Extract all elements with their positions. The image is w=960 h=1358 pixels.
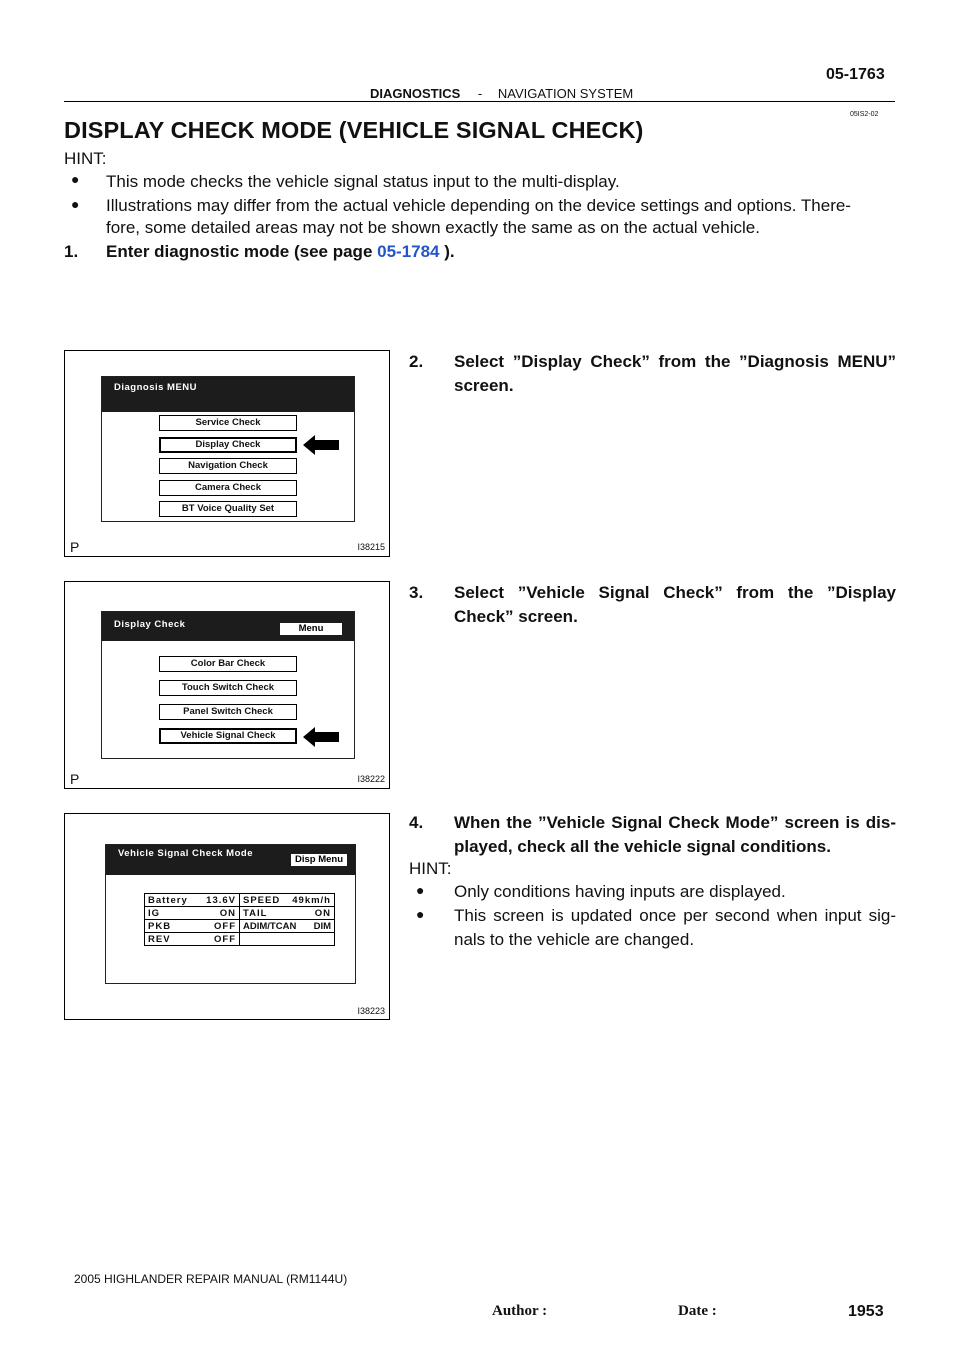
- step-4-line-1: When the ”Vehicle Signal Check Mode” screen is dis-: [454, 813, 896, 832]
- disp-menu-button[interactable]: Disp Menu: [291, 854, 347, 866]
- step-1: [106, 240, 455, 264]
- step-4-bullet-2: This screen is updated once per second when input sig-: [454, 906, 896, 925]
- touch-switch-check-button[interactable]: Touch Switch Check: [159, 680, 297, 696]
- figure-diagnosis-menu: [64, 350, 390, 557]
- author-label: Author :: [492, 1303, 548, 1319]
- table-row: [145, 894, 335, 907]
- signal-cell: PKB OFF: [145, 920, 240, 933]
- table-row: [145, 907, 335, 920]
- step-1-text: Enter diagnostic mode (see page: [106, 242, 378, 261]
- page-title: DISPLAY CHECK MODE (VEHICLE SIGNAL CHECK): [64, 117, 644, 143]
- bullet-dot: ●: [416, 906, 425, 922]
- step-4-number: 4.: [409, 813, 424, 832]
- subsection-name: NAVIGATION SYSTEM: [497, 86, 634, 101]
- figure-id: I38222: [357, 774, 385, 784]
- step-4-hint-label: HINT:: [409, 859, 452, 878]
- hint-bullet-2-cont: fore, some detailed areas may not be shown exactly the same as on the actual vehicle.: [106, 218, 760, 237]
- screen-vehicle-signal-check: [105, 844, 356, 984]
- section-separator: -: [477, 86, 483, 101]
- page-link[interactable]: 05-1784: [377, 242, 440, 261]
- figure-vehicle-signal-check: [64, 813, 390, 1020]
- table-row: [145, 933, 335, 946]
- step-3-number: 3.: [409, 583, 424, 602]
- step-4-line-2: played, check all the vehicle signal conditions.: [454, 837, 831, 856]
- service-check-button[interactable]: Service Check: [159, 415, 297, 431]
- signal-cell: REV OFF: [145, 933, 240, 946]
- signal-cell: ADIM/TCAN DIM: [240, 920, 335, 933]
- hint-bullet-1: This mode checks the vehicle signal status input to the multi-display.: [106, 172, 620, 191]
- screen-title: Display Check: [102, 612, 354, 641]
- signal-cell: TAIL ON: [240, 907, 335, 920]
- figure-display-check: [64, 581, 390, 789]
- step-3-line-2: Check” screen.: [454, 607, 578, 626]
- footer-page-number: 1953: [848, 1303, 884, 1320]
- camera-check-button[interactable]: Camera Check: [159, 480, 297, 496]
- page-number: 05-1763: [826, 66, 885, 83]
- screen-title: Vehicle Signal Check Mode: [106, 845, 355, 875]
- section-header: [370, 86, 633, 101]
- hint-bullet-2: Illustrations may differ from the actual vehicle depending on the device settings and options. There-: [106, 196, 851, 215]
- figure-id: I38215: [357, 542, 385, 552]
- step-2-line-1: Select ”Display Check” from the ”Diagnosis MENU”: [454, 352, 896, 371]
- pointer-arrow-icon: [303, 435, 339, 455]
- doc-code: 05IS2-02: [850, 111, 879, 118]
- menu-button[interactable]: Menu: [280, 623, 342, 635]
- step-1-number: 1.: [64, 242, 79, 261]
- header-rule: [64, 101, 895, 102]
- bullet-dot: ●: [71, 171, 80, 187]
- vehicle-signal-check-button[interactable]: Vehicle Signal Check: [159, 728, 297, 744]
- pointer-arrow-icon: [303, 727, 339, 747]
- color-bar-check-button[interactable]: Color Bar Check: [159, 656, 297, 672]
- navigation-check-button[interactable]: Navigation Check: [159, 458, 297, 474]
- hint-label: HINT:: [64, 149, 107, 168]
- signal-cell: SPEED 49km/h: [240, 894, 335, 907]
- step-2-number: 2.: [409, 352, 424, 371]
- step-2-line-2: screen.: [454, 376, 514, 395]
- signal-cell: IG ON: [145, 907, 240, 920]
- bullet-dot: ●: [416, 882, 425, 898]
- signal-table: [144, 893, 335, 946]
- figure-marker: P: [70, 771, 80, 787]
- step-4-bullet-1: Only conditions having inputs are displayed.: [454, 882, 786, 901]
- step-3-line-1: Select ”Vehicle Signal Check” from the ”Display: [454, 583, 896, 602]
- step-4-bullet-2-cont: nals to the vehicle are changed.: [454, 930, 695, 949]
- signal-cell: [240, 933, 335, 946]
- figure-marker: P: [70, 539, 80, 555]
- signal-cell: Battery 13.6V: [145, 894, 240, 907]
- table-row: [145, 920, 335, 933]
- section-name: DIAGNOSTICS: [370, 86, 461, 101]
- bt-voice-quality-button[interactable]: BT Voice Quality Set: [159, 501, 297, 517]
- display-check-button[interactable]: Display Check: [159, 437, 297, 453]
- panel-switch-check-button[interactable]: Panel Switch Check: [159, 704, 297, 720]
- step-1-tail: ).: [439, 242, 455, 261]
- figure-id: I38223: [357, 1006, 385, 1016]
- screen-title: Diagnosis MENU: [102, 377, 354, 412]
- date-label: Date :: [678, 1303, 717, 1319]
- manual-title: 2005 HIGHLANDER REPAIR MANUAL (RM1144U): [74, 1272, 348, 1286]
- bullet-dot: ●: [71, 196, 80, 212]
